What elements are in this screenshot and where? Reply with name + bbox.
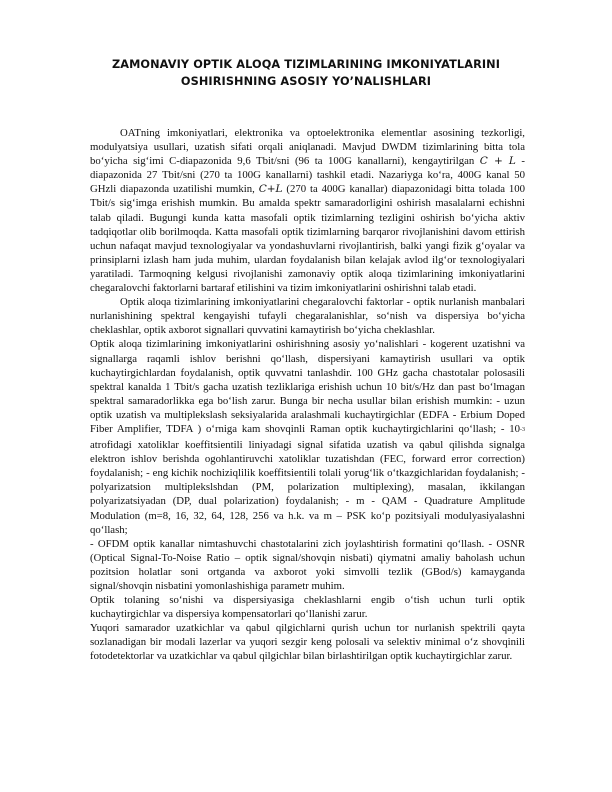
paragraph-6: Yuqori samarador uzatkichlar va qabul qilgichlarni qurish uchun tor nurlanish spektrili qayta sozlanadigan bir modali lazerlar va yuqori sezgir keng polosali va selektiv minimal o‘z shovqinili fotodetektorlar va uzatkichlar va qabul qilgichlar bilan birlashtirilgan optik kuchaytirgichlar zarur.: [90, 622, 525, 663]
title-line-1: ZAMONAVIY OPTIK ALOQA TIZIMLARINING IMKONIYATLARINI: [111, 58, 501, 71]
paragraph-1: [90, 126, 525, 295]
paragraph-1-text-a: OATning imkoniyatlari, elektronika va optoelektronika elementlar asosining tezkorligi, modulyatsiya usullari, uzatish sifati orqali aniqlanadi. Mavjud DWDM tizimlarining bitta tola bo‘yicha sig‘imi C-diapazonida 9,6 Tbit/sni (96 ta 100G kanallarni), kengaytirilgan: [90, 127, 525, 168]
paragraph-3: [90, 337, 525, 536]
paragraph-2: Optik aloqa tizimlarining imkoniyatlarini chegaralovchi faktorlar - optik nurlanish manbalari nurlanishining spektral kengayishi tufayli chegaralanishlar, so‘nish va dispersiya bo‘yicha cheklashlar, optik axborot signallari quvvatini kamaytirish bo‘yicha cheklashlar.: [90, 296, 525, 337]
paper-body: [90, 126, 525, 664]
paragraph-1-text-c: (270 ta 400G kanallar) diapazonidagi bitta tolada 100 Tbit/s sig‘imga erishish mumkin. Bu amalda spektr samaradorligini oshirish masalalarni echishni talab qiladi. Bugungi kunda katta masofali optik tizimlarning tezligini oshirish bo‘yicha aktiv tadqiqotlar olib borilmoqda. Katta masofali optik tizimlarning barqaror rivojlanishini davom ettirish uchun nafaqat mavjud texnologiyalar va yondashuvlarni rivojlantirish, balki yangi fizik g‘oyalar va prinsiplarni izlash ham juda muhim, ulardan foydalanish bilan kelajak avlod ilg‘or texnologiyalari yaratiladi. Tarmoqning kelgusi rivojlanishi zamonaviy optik aloqa tizimlarining imkoniyatlarini chegaralovchi faktorlarni bartaraf etilishini va tizim imkoniyatlarini oshirishni talab etadi.: [90, 183, 525, 295]
paragraph-3-text-a: Optik aloqa tizimlarining imkoniyatlarini oshirishning asosiy yo‘nalishlari - kogerent uzatishni va signallarga raqamli ishlov berishni qo‘llash, dispersiyani kamaytirish usullari va optik kuchaytirgichlardan foydalanish, optik quvvatni tanlashdir. 100 GHz gacha chastotalar polosasili spektral kanalda 1 Tbit/s gacha uzatish tezliklariga erishish uchun 10 bit/s/Hz dan past bo‘lmagan spektral samaradorlikka ega bo‘lish zarur. Bunga bir necha usullar bilan erishish mumkin: - uzun optik uzatish va multiplekslash seksiyalarida aralashmali kuchaytirgichlar (EDFA - Erbium Doped Fiber Amplifier, TDFA ) o‘rniga kam shovqinli Raman optik kuchaytirgichlarini qo‘llash; - 10: [90, 338, 525, 435]
title-line-2: OSHIRISHNING ASOSIY YO’NALISHLARI: [180, 75, 432, 88]
exponent: -3: [520, 426, 525, 433]
math-c-plus-l: C + L: [479, 155, 516, 168]
paragraph-3-text-b: atrofidagi xatoliklar koeffitsientili liniyadagi signal sifatida uzatish va qabul qilishda signalga elektron ishlov berishda ogohlantiruvchi xatoliklar tuzatishdan (FEC, forward error correction) foydalanish; - eng kichik nochiziqlilik koeffitsientili tolali yorug‘lik o‘tkazgichlaridan foydalanish; - polyarizatsion multiplekslshdan (PM, polarization multiplexing), masalan, ikkilangan polyarizatsiyadan (DP, dual polarization) foydalanish; - m - QAM - Quadrature Amplitude Modulation (m=8, 16, 32, 64, 128, 256 va h.k. va m – PSK ko‘p pozitsiyali modulyasiyalashni qo‘llash;: [90, 439, 525, 536]
paragraph-1-text-b: -diapazonida 27 Tbit/sni (270 ta 100G kanallarni) tashkil etadi. Nazariyga ko‘ra, 400G kanal 50 GHzli diapazonda uzatilishi mumkin,: [90, 155, 525, 196]
math-c-plus-l-2: C+L: [258, 183, 283, 196]
paper-title: [80, 56, 532, 90]
paragraph-4: - OFDM optik kanallar nimtashuvchi chastotalarini zich joylashtirish formatini qo‘llash. - OSNR (Optical Signal-To-Noise Ratio – optik signal/shovqin nisbati) qiymatni amaliy baholash uchun pozitsion holatlar soni ortganda va axborot yoki simvolli tezlik (GBod/s) kamayganda signal/shovqin nisbatini yomonlashishiga parametr muhim.: [90, 537, 525, 592]
paragraph-5: Optik tolaning so‘nishi va dispersiyasiga cheklashlarni engib o‘tish uchun turli optik kuchaytirgichlar va dispersiya kompensatorlari qo‘llanishi zarur.: [90, 594, 525, 621]
